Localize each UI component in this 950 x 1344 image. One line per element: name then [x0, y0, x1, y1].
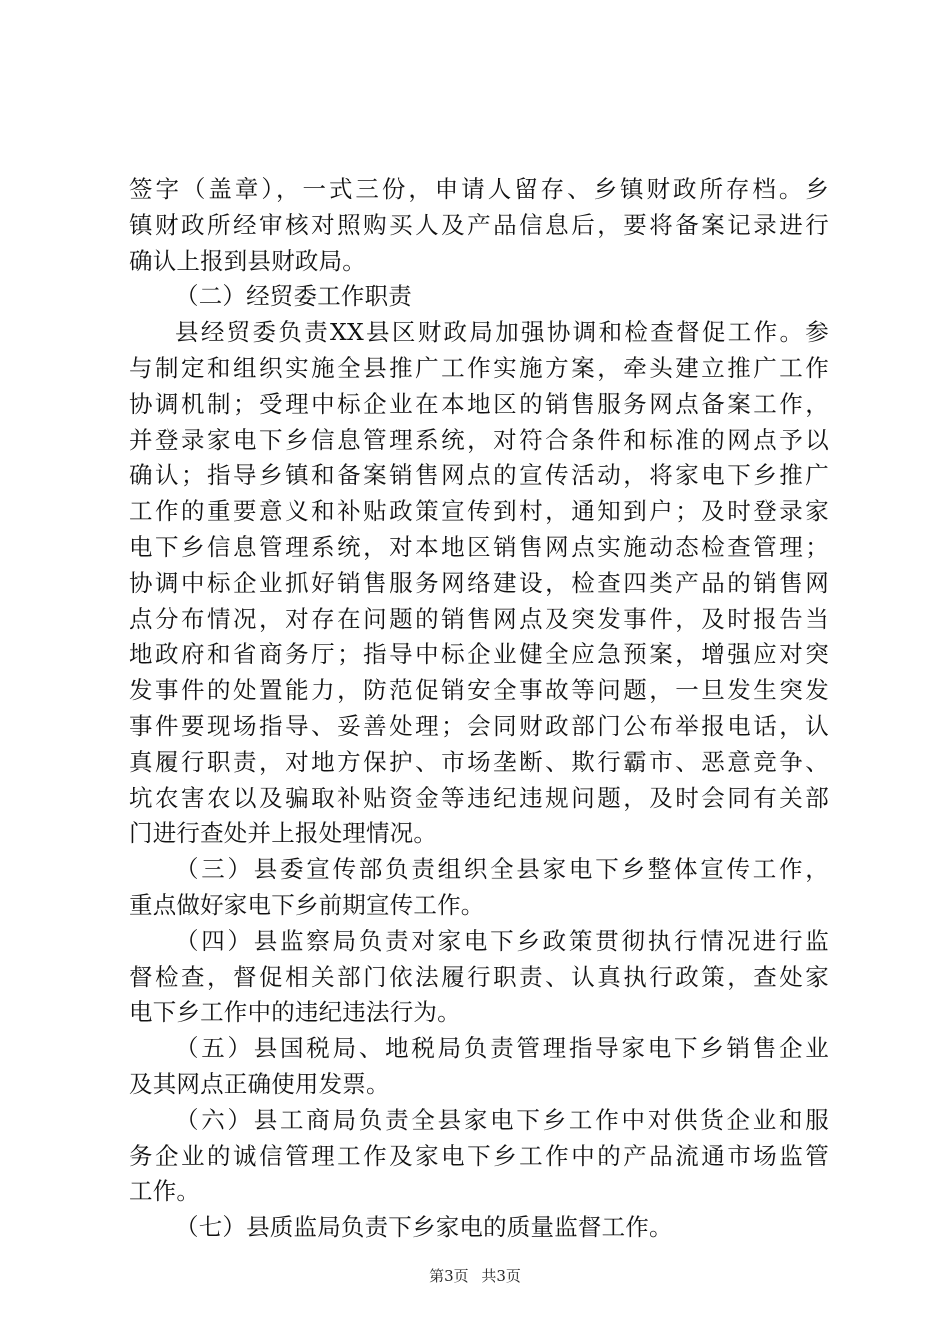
text-line: 电下乡信息管理系统，对本地区销售网点实施动态检查管理； [129, 532, 829, 561]
text-line: 真履行职责，对地方保护、市场垄断、欺行霸市、恶意竞争、 [129, 747, 829, 776]
text-line: 工作的重要意义和补贴政策宣传到村，通知到户；及时登录家 [129, 497, 829, 526]
page-footer [0, 1266, 950, 1286]
text-line: 县经贸委负责XX县区财政局加强协调和检查督促工作。参 [175, 318, 829, 347]
text-line: 协调机制；受理中标企业在本地区的销售服务网点备案工作， [129, 389, 829, 418]
page-total: 共3页 [481, 1267, 521, 1285]
text-line: 务企业的诚信管理工作及家电下乡工作中的产品流通市场监管 [129, 1141, 829, 1170]
text-line: 与制定和组织实施全县推广工作实施方案，牵头建立推广工作 [129, 353, 829, 382]
text-line: 发事件的处置能力，防范促销安全事故等问题，一旦发生突发 [129, 676, 829, 705]
document-body [129, 172, 829, 1246]
page-number: 第3页 [429, 1267, 469, 1285]
text-line: （四）县监察局负责对家电下乡政策贯彻执行情况进行监 [175, 926, 829, 955]
text-line: 地政府和省商务厅；指导中标企业健全应急预案，增强应对突 [129, 640, 829, 669]
text-line: 协调中标企业抓好销售服务网络建设，检查四类产品的销售网 [129, 568, 829, 597]
text-line: （二）经贸委工作职责 [175, 282, 412, 311]
text-line: （五）县国税局、地税局负责管理指导家电下乡销售企业 [175, 1034, 829, 1063]
text-line: 工作。 [129, 1177, 201, 1206]
text-line: （七）县质监局负责下乡家电的质量监督工作。 [175, 1213, 673, 1242]
text-line: 电下乡工作中的违纪违法行为。 [129, 998, 461, 1027]
text-line: 坑农害农以及骗取补贴资金等违纪违规问题，及时会同有关部 [129, 783, 829, 812]
text-line: （三）县委宣传部负责组织全县家电下乡整体宣传工作， [175, 855, 829, 884]
text-line: 确认上报到县财政局。 [129, 246, 366, 275]
text-line: 点分布情况，对存在问题的销售网点及突发事件，及时报告当 [129, 604, 829, 633]
text-line: 事件要现场指导、妥善处理；会同财政部门公布举报电话，认 [129, 711, 829, 740]
text-line: 并登录家电下乡信息管理系统，对符合条件和标准的网点予以 [129, 425, 829, 454]
text-line: （六）县工商局负责全县家电下乡工作中对供货企业和服 [175, 1105, 829, 1134]
text-line: 确认；指导乡镇和备案销售网点的宣传活动，将家电下乡推广 [129, 461, 829, 490]
text-line: 及其网点正确使用发票。 [129, 1069, 390, 1098]
text-line: 门进行查处并上报处理情况。 [129, 819, 438, 848]
text-line: 重点做好家电下乡前期宣传工作。 [129, 890, 485, 919]
text-line: 督检查，督促相关部门依法履行职责、认真执行政策，查处家 [129, 962, 829, 991]
text-line: 镇财政所经审核对照购买人及产品信息后，要将备案记录进行 [129, 210, 829, 239]
text-line: 签字（盖章），一式三份，申请人留存、乡镇财政所存档。乡 [129, 175, 829, 203]
